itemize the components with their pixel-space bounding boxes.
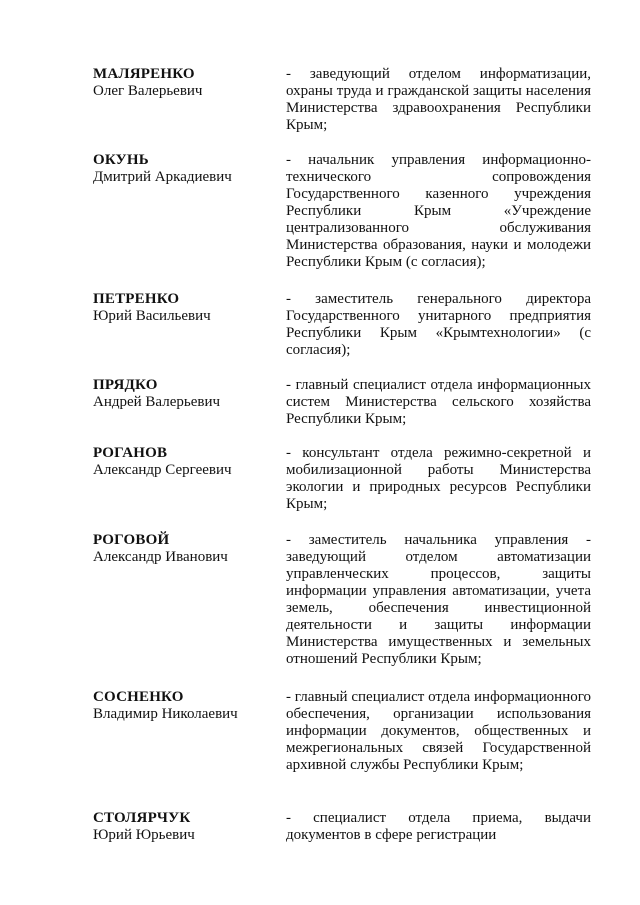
position-description: - специалист отдела приема, выдачи документов в сфере регистрации: [286, 810, 591, 843]
person-name: [93, 66, 268, 100]
surname: СТОЛЯРЧУК: [93, 810, 191, 826]
given-name: Владимир Николаевич: [93, 706, 238, 722]
given-name: Олег Валерьевич: [93, 83, 203, 99]
surname: РОГОВОЙ: [93, 532, 170, 548]
given-name: Андрей Валерьевич: [93, 394, 221, 410]
surname: ПРЯДКО: [93, 377, 158, 393]
position-description: - заместитель генерального директора Государственного унитарного предприятия Республики Крым «Крымтехнологии» (с согласия);: [286, 291, 591, 358]
position-description: - начальник управления информационно-технического сопровождения Государственного казенного учреждения Республики Крым «Учреждение централизованного обслуживания Министерства образования, науки и молодежи Республики Крым (с согласия);: [286, 152, 591, 270]
given-name: Юрий Юрьевич: [93, 827, 195, 843]
position-description: - заведующий отделом информатизации, охраны труда и гражданской защиты населения Министерства здравоохранения Республики Крым;: [286, 66, 591, 133]
person-name: [93, 377, 268, 411]
surname: МАЛЯРЕНКО: [93, 66, 195, 82]
person-name: [93, 810, 268, 844]
position-description: - главный специалист отдела информационных систем Министерства сельского хозяйства Республики Крым;: [286, 377, 591, 427]
surname: СОСНЕНКО: [93, 689, 184, 705]
person-name: [93, 689, 268, 723]
given-name: Александр Сергеевич: [93, 462, 232, 478]
surname: ПЕТРЕНКО: [93, 291, 180, 307]
position-description: - консультант отдела режимно-секретной и мобилизационной работы Министерства экологии и природных ресурсов Республики Крым;: [286, 445, 591, 512]
person-name: [93, 152, 268, 186]
given-name: Юрий Васильевич: [93, 308, 211, 324]
position-description: - заместитель начальника управления - заведующий отделом автоматизации управленческих процессов, защиты информации управления автоматизации, учета земель, обеспечения инвестиционной деятельности и защиты информации Министерства имущественных и земельных отношений Республики Крым;: [286, 532, 591, 667]
given-name: Александр Иванович: [93, 549, 228, 565]
surname: ОКУНЬ: [93, 152, 149, 168]
surname: РОГАНОВ: [93, 445, 168, 461]
person-name: [93, 291, 268, 325]
given-name: Дмитрий Аркадиевич: [93, 169, 232, 185]
person-name: [93, 532, 268, 566]
position-description: - главный специалист отдела информационного обеспечения, организации использования информации документов, общественных и межрегиональных связей Государственной архивной службы Республики Крым;: [286, 689, 591, 773]
person-name: [93, 445, 268, 479]
